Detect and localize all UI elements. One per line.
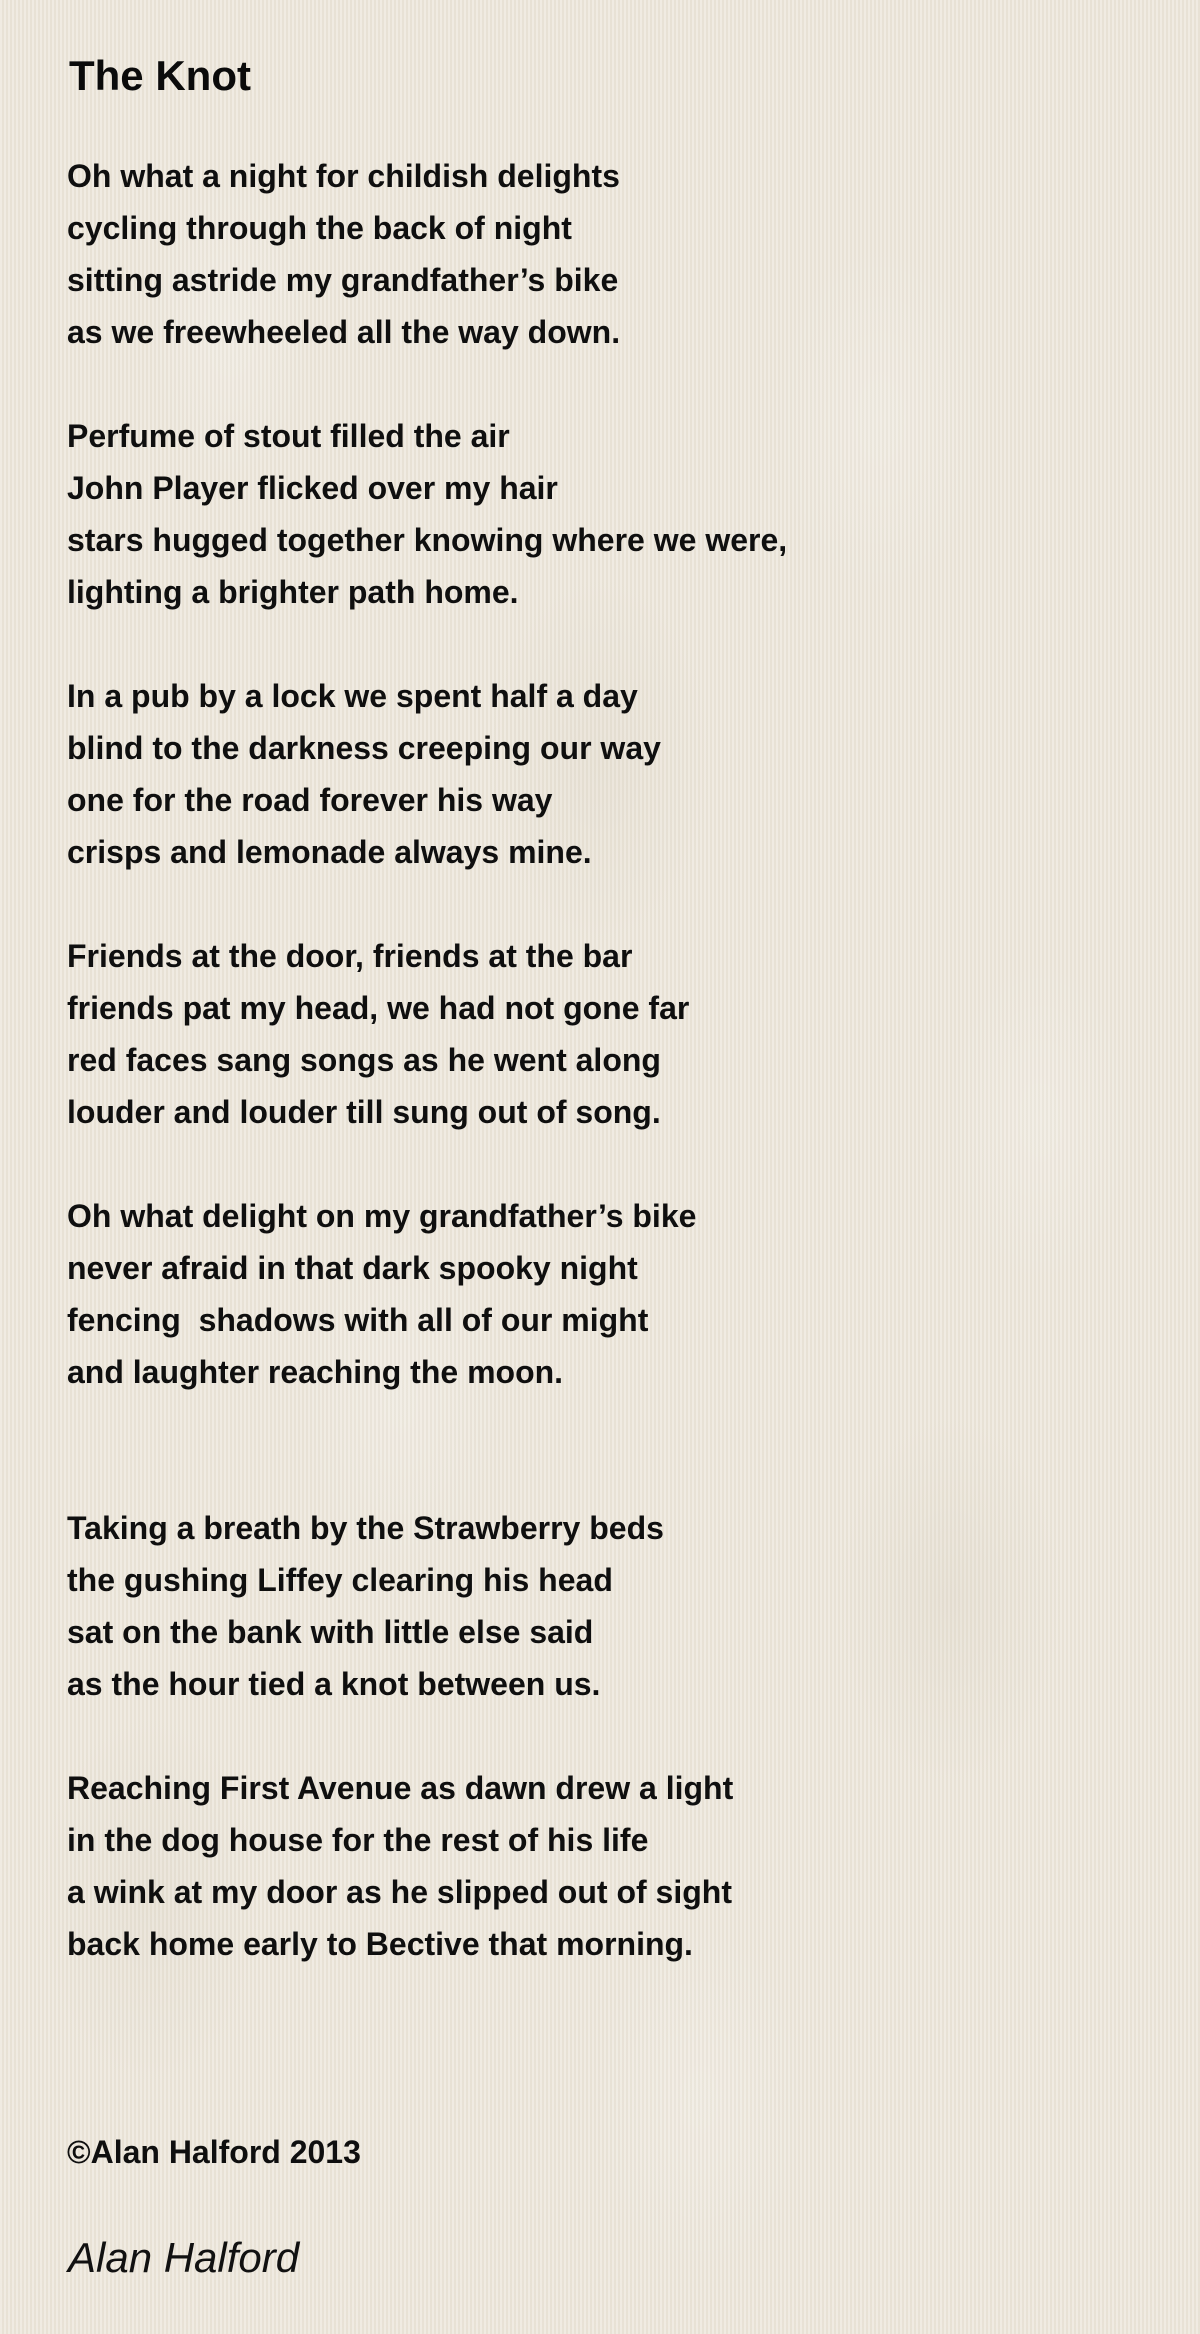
- poem-line: Reaching First Avenue as dawn drew a light: [67, 1770, 734, 1806]
- poem-line: In a pub by a lock we spent half a day: [67, 678, 638, 714]
- poem-line: the gushing Liffey clearing his head: [67, 1562, 613, 1598]
- poem-line: crisps and lemonade always mine.: [67, 834, 592, 870]
- stanza-spacer: [67, 1138, 787, 1190]
- copyright-notice: ©Alan Halford 2013: [67, 2134, 361, 2170]
- stanza-5: [67, 1190, 787, 1398]
- poem-line: in the dog house for the rest of his life: [67, 1822, 649, 1858]
- stanza-4: [67, 930, 787, 1138]
- poem-line: stars hugged together knowing where we were,: [67, 522, 788, 558]
- poem-line: Taking a breath by the Strawberry beds: [67, 1510, 664, 1546]
- poem-line: Oh what delight on my grandfather’s bike: [67, 1198, 697, 1234]
- poem-line: sat on the bank with little else said: [67, 1614, 594, 1650]
- poem-line: never afraid in that dark spooky night: [67, 1250, 638, 1286]
- poem-line: Oh what a night for childish delights: [67, 158, 620, 194]
- poem-line: as we freewheeled all the way down.: [67, 314, 621, 350]
- poem-line: John Player flicked over my hair: [67, 470, 558, 506]
- stanza-1: [67, 150, 787, 358]
- poem-line: as the hour tied a knot between us.: [67, 1666, 601, 1702]
- poem-title: The Knot: [69, 52, 251, 99]
- stanza-3: [67, 670, 787, 878]
- poem-line: lighting a brighter path home.: [67, 574, 519, 610]
- poem-line: sitting astride my grandfather’s bike: [67, 262, 619, 298]
- stanza-spacer: [67, 1398, 787, 1502]
- poem-line: blind to the darkness creeping our way: [67, 730, 661, 766]
- poem-line: a wink at my door as he slipped out of sight: [67, 1874, 732, 1910]
- poem-line: louder and louder till sung out of song.: [67, 1094, 661, 1130]
- author-signature: Alan Halford: [68, 2234, 300, 2281]
- stanza-7: [67, 1762, 787, 1970]
- poem-line: cycling through the back of night: [67, 210, 572, 246]
- stanza-spacer: [67, 618, 787, 670]
- poem-line: friends pat my head, we had not gone far: [67, 990, 690, 1026]
- stanza-spacer: [67, 1710, 787, 1762]
- stanza-spacer: [67, 878, 787, 930]
- poem-body: [67, 150, 787, 1970]
- stanza-2: [67, 410, 787, 618]
- poem-line: red faces sang songs as he went along: [67, 1042, 661, 1078]
- poem-line: back home early to Bective that morning.: [67, 1926, 693, 1962]
- poem-line: Friends at the door, friends at the bar: [67, 938, 633, 974]
- stanza-spacer: [67, 358, 787, 410]
- poem-line: and laughter reaching the moon.: [67, 1354, 564, 1390]
- poem-line: one for the road forever his way: [67, 782, 553, 818]
- poem-line: Perfume of stout filled the air: [67, 418, 510, 454]
- stanza-6: [67, 1502, 787, 1710]
- poem-line: fencing shadows with all of our might: [67, 1302, 649, 1338]
